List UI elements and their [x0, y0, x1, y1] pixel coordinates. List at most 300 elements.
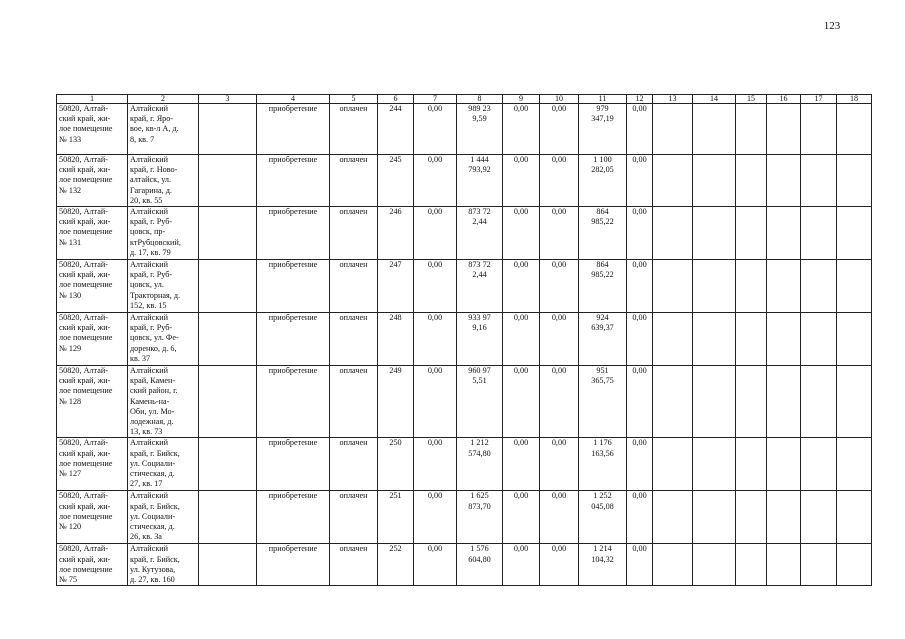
empty-cell	[693, 544, 736, 586]
column-header-4: 4	[257, 95, 330, 104]
cell-line: 13, кв. 73	[130, 427, 163, 437]
cell-line: 152, кв. 15	[130, 300, 167, 310]
cell-line: 864	[596, 260, 609, 270]
cell-line: край, г. Яро-	[130, 114, 174, 124]
empty-cell	[801, 366, 837, 438]
empty-cell	[767, 313, 801, 366]
object-cell	[57, 544, 128, 586]
amount-cell	[579, 544, 627, 586]
empty-cell	[653, 544, 693, 586]
cell-line: д. 27, кв. 160	[130, 575, 175, 585]
empty-cell	[767, 544, 801, 586]
value-cell: 0,00	[627, 313, 653, 366]
cell-line: 933 97	[468, 313, 491, 323]
amount-cell	[579, 104, 627, 155]
value-cell: 0,00	[503, 155, 540, 207]
cell-line: Гагарина, д.	[130, 185, 172, 195]
value-cell: 0,00	[414, 544, 457, 586]
address-cell	[128, 491, 199, 544]
amount-cell	[457, 544, 503, 586]
object-cell	[57, 313, 128, 366]
column-header-6: 6	[378, 95, 414, 104]
cell-line: 104,32	[591, 554, 614, 564]
empty-cell	[801, 313, 837, 366]
value-cell: 0,00	[540, 366, 579, 438]
cell-line: № 75	[59, 575, 78, 585]
amount-cell	[457, 155, 503, 207]
object-cell	[57, 438, 128, 491]
empty-cell	[801, 260, 837, 313]
address-cell	[128, 438, 199, 491]
value-cell: 0,00	[627, 155, 653, 207]
value-cell: 0,00	[540, 155, 579, 207]
empty-cell	[736, 366, 767, 438]
address-cell	[128, 260, 199, 313]
amount-cell	[579, 366, 627, 438]
cell-line: 50820, Алтай-	[59, 207, 108, 217]
cell-line: лодежная, д.	[130, 417, 174, 427]
empty-cell	[767, 155, 801, 207]
empty-cell	[199, 491, 257, 544]
object-cell	[57, 104, 128, 155]
empty-cell	[837, 544, 872, 586]
empty-cell	[736, 491, 767, 544]
cell-line: 50820, Алтай-	[59, 260, 108, 270]
empty-cell	[837, 207, 872, 260]
amount-cell	[579, 207, 627, 260]
empty-cell	[199, 104, 257, 155]
cell-line: 639,37	[591, 323, 614, 333]
cell-line: ский край, жи-	[59, 554, 111, 564]
address-cell	[128, 313, 199, 366]
cell-line: край, г. Бийск,	[130, 501, 180, 511]
cell-line: 27, кв. 17	[130, 479, 163, 489]
value-cell: 0,00	[540, 438, 579, 491]
value-cell: 0,00	[503, 544, 540, 586]
value-cell: 0,00	[414, 260, 457, 313]
cell-line: ский край, жи-	[59, 165, 111, 175]
cell-line: № 128	[59, 396, 82, 406]
value-cell: 0,00	[540, 104, 579, 155]
column-header-15: 15	[736, 95, 767, 104]
empty-cell	[801, 155, 837, 207]
cell-line: 1 100	[593, 155, 612, 164]
empty-cell	[736, 207, 767, 260]
cell-line: 26, кв. 3а	[130, 532, 162, 542]
cell-line: лое помещение	[59, 458, 113, 468]
empty-cell	[653, 207, 693, 260]
basis-cell: приобретение	[257, 260, 330, 313]
column-header-9: 9	[503, 95, 540, 104]
address-cell	[128, 207, 199, 260]
cell-line: край, г. Руб-	[130, 217, 173, 227]
cell-line: 604,80	[468, 554, 491, 564]
amount-cell	[457, 207, 503, 260]
cell-line: 50820, Алтай-	[59, 544, 108, 554]
empty-cell	[199, 260, 257, 313]
cell-line: ул. Социали-	[130, 511, 176, 521]
value-cell: 0,00	[540, 313, 579, 366]
status-cell: оплачен	[330, 544, 378, 586]
cell-line: цовск, ул. Фе-	[130, 333, 179, 343]
cell-line: Алтайский	[130, 104, 169, 113]
empty-cell	[837, 491, 872, 544]
cell-line: 1 252	[593, 491, 612, 501]
cell-line: ский район, г.	[130, 386, 178, 396]
column-header-2: 2	[128, 95, 199, 104]
value-cell: 0,00	[540, 207, 579, 260]
cell-line: лое помещение	[59, 175, 113, 185]
cell-line: ский край, жи-	[59, 270, 111, 280]
value-cell: 0,00	[627, 366, 653, 438]
address-cell	[128, 544, 199, 586]
cell-line: 1 625	[470, 491, 489, 501]
amount-cell	[457, 260, 503, 313]
object-cell	[57, 491, 128, 544]
cell-line: 9,59	[472, 114, 487, 124]
cell-line: 20, кв. 55	[130, 195, 163, 205]
empty-cell	[837, 438, 872, 491]
basis-cell: приобретение	[257, 104, 330, 155]
status-cell: оплачен	[330, 313, 378, 366]
cell-line: ский край, жи-	[59, 114, 111, 124]
basis-cell: приобретение	[257, 366, 330, 438]
cell-line: 2,44	[472, 217, 487, 227]
table-row	[57, 544, 872, 586]
empty-cell	[736, 313, 767, 366]
cell-line: Камень-на-	[130, 396, 170, 406]
cell-line: 1 576	[470, 544, 489, 554]
empty-cell	[801, 207, 837, 260]
value-cell: 0,00	[414, 207, 457, 260]
empty-cell	[837, 366, 872, 438]
cell-line: 979	[596, 104, 609, 113]
empty-cell	[199, 438, 257, 491]
empty-cell	[653, 155, 693, 207]
amount-cell	[579, 438, 627, 491]
cell-line: лое помещение	[59, 280, 113, 290]
value-cell: 0,00	[503, 104, 540, 155]
basis-cell: приобретение	[257, 544, 330, 586]
amount-cell	[457, 366, 503, 438]
empty-cell	[693, 207, 736, 260]
cell-line: лое помещение	[59, 564, 113, 574]
cell-line: № 130	[59, 290, 82, 300]
value-cell: 0,00	[627, 491, 653, 544]
empty-cell	[767, 491, 801, 544]
basis-cell: приобретение	[257, 438, 330, 491]
cell-line: край, г. Ново-	[130, 165, 178, 175]
empty-cell	[653, 104, 693, 155]
address-cell	[128, 155, 199, 207]
number-cell: 249	[378, 366, 414, 438]
empty-cell	[837, 260, 872, 313]
empty-cell	[736, 260, 767, 313]
empty-cell	[653, 491, 693, 544]
cell-line: Тракторная, д.	[130, 290, 181, 300]
table-body	[57, 104, 872, 586]
table-row	[57, 104, 872, 155]
column-header-13: 13	[653, 95, 693, 104]
basis-cell: приобретение	[257, 313, 330, 366]
cell-line: № 132	[59, 185, 82, 195]
column-header-11: 11	[579, 95, 627, 104]
value-cell: 0,00	[503, 491, 540, 544]
column-header-1: 1	[57, 95, 128, 104]
header-row	[57, 95, 872, 104]
cell-line: алтайск, ул.	[130, 175, 172, 185]
cell-line: ул. Кутузова,	[130, 564, 176, 574]
value-cell: 0,00	[414, 104, 457, 155]
page-number: 123	[823, 20, 841, 32]
status-cell: оплачен	[330, 207, 378, 260]
status-cell: оплачен	[330, 366, 378, 438]
cell-line: 1 212	[470, 438, 489, 448]
address-cell	[128, 366, 199, 438]
empty-cell	[837, 313, 872, 366]
column-header-3: 3	[199, 95, 257, 104]
cell-line: 045,08	[591, 501, 614, 511]
empty-cell	[653, 260, 693, 313]
property-register-table	[56, 94, 872, 586]
number-cell: 244	[378, 104, 414, 155]
value-cell: 0,00	[414, 491, 457, 544]
empty-cell	[199, 207, 257, 260]
amount-cell	[457, 491, 503, 544]
value-cell: 0,00	[540, 491, 579, 544]
address-cell	[128, 104, 199, 155]
cell-line: 951	[596, 366, 609, 376]
column-header-5: 5	[330, 95, 378, 104]
empty-cell	[653, 366, 693, 438]
cell-line: 873 72	[468, 260, 491, 270]
object-cell	[57, 207, 128, 260]
cell-line: 50820, Алтай-	[59, 104, 108, 113]
cell-line: № 131	[59, 237, 82, 247]
cell-line: Оби, ул. Мо-	[130, 406, 175, 416]
column-header-16: 16	[767, 95, 801, 104]
object-cell	[57, 155, 128, 207]
status-cell: оплачен	[330, 104, 378, 155]
cell-line: 8, кв. 7	[130, 134, 155, 144]
table-row	[57, 366, 872, 438]
amount-cell	[457, 104, 503, 155]
empty-cell	[693, 104, 736, 155]
number-cell: 248	[378, 313, 414, 366]
value-cell: 0,00	[503, 207, 540, 260]
empty-cell	[767, 104, 801, 155]
cell-line: кв. 37	[130, 353, 151, 363]
empty-cell	[693, 491, 736, 544]
number-cell: 246	[378, 207, 414, 260]
empty-cell	[736, 438, 767, 491]
cell-line: 347,19	[591, 114, 614, 124]
cell-line: д. 17, кв. 79	[130, 247, 171, 257]
cell-line: лое помещение	[59, 386, 113, 396]
cell-line: № 133	[59, 134, 82, 144]
cell-line: № 120	[59, 522, 82, 532]
number-cell: 245	[378, 155, 414, 207]
value-cell: 0,00	[414, 313, 457, 366]
amount-cell	[457, 313, 503, 366]
empty-cell	[837, 104, 872, 155]
cell-line: стическая, д.	[130, 469, 175, 479]
column-header-12: 12	[627, 95, 653, 104]
cell-line: вое, кв-л А, д.	[130, 124, 179, 134]
empty-cell	[801, 104, 837, 155]
column-header-10: 10	[540, 95, 579, 104]
object-cell	[57, 366, 128, 438]
status-cell: оплачен	[330, 260, 378, 313]
cell-line: 960 97	[468, 366, 491, 376]
table-row	[57, 155, 872, 207]
cell-line: 365,75	[591, 376, 614, 386]
column-header-7: 7	[414, 95, 457, 104]
cell-line: 50820, Алтай-	[59, 491, 108, 501]
cell-line: 50820, Алтай-	[59, 366, 108, 376]
cell-line: 50820, Алтай-	[59, 438, 108, 448]
number-cell: 251	[378, 491, 414, 544]
amount-cell	[579, 491, 627, 544]
empty-cell	[736, 104, 767, 155]
empty-cell	[767, 438, 801, 491]
cell-line: 574,80	[468, 448, 491, 458]
basis-cell: приобретение	[257, 491, 330, 544]
empty-cell	[199, 544, 257, 586]
cell-line: лое помещение	[59, 511, 113, 521]
table-row	[57, 491, 872, 544]
value-cell: 0,00	[627, 104, 653, 155]
cell-line: Алтайский	[130, 207, 169, 217]
status-cell: оплачен	[330, 491, 378, 544]
cell-line: 50820, Алтай-	[59, 313, 108, 323]
empty-cell	[653, 313, 693, 366]
cell-line: ктРубцовский,	[130, 237, 181, 247]
cell-line: № 129	[59, 343, 82, 353]
empty-cell	[199, 155, 257, 207]
cell-line: № 127	[59, 469, 82, 479]
cell-line: 989 23	[468, 104, 491, 113]
value-cell: 0,00	[503, 313, 540, 366]
amount-cell	[579, 155, 627, 207]
cell-line: край, г. Руб-	[130, 323, 173, 333]
cell-line: Алтайский	[130, 491, 169, 501]
cell-line: ул. Социали-	[130, 458, 176, 468]
cell-line: край, Камен-	[130, 376, 176, 386]
basis-cell: приобретение	[257, 207, 330, 260]
amount-cell	[579, 313, 627, 366]
cell-line: стическая, д.	[130, 522, 175, 532]
value-cell: 0,00	[627, 260, 653, 313]
cell-line: 163,56	[591, 448, 614, 458]
cell-line: лое помещение	[59, 227, 113, 237]
cell-line: 9,16	[472, 323, 487, 333]
basis-cell: приобретение	[257, 155, 330, 207]
column-header-14: 14	[693, 95, 736, 104]
cell-line: 1 214	[593, 544, 612, 554]
cell-line: 1 176	[593, 438, 612, 448]
empty-cell	[199, 366, 257, 438]
number-cell: 252	[378, 544, 414, 586]
value-cell: 0,00	[414, 155, 457, 207]
amount-cell	[457, 438, 503, 491]
value-cell: 0,00	[414, 366, 457, 438]
status-cell: оплачен	[330, 438, 378, 491]
cell-line: 873,70	[468, 501, 491, 511]
cell-line: 873 72	[468, 207, 491, 217]
cell-line: цовск, ул.	[130, 280, 164, 290]
empty-cell	[693, 438, 736, 491]
cell-line: Алтайский	[130, 544, 169, 554]
empty-cell	[801, 544, 837, 586]
table-row	[57, 207, 872, 260]
cell-line: край, г. Бийск,	[130, 448, 180, 458]
cell-line: лое помещение	[59, 333, 113, 343]
cell-line: 5,51	[472, 376, 487, 386]
cell-line: край, г. Бийск,	[130, 554, 180, 564]
cell-line: 985,22	[591, 217, 614, 227]
cell-line: ский край, жи-	[59, 448, 111, 458]
cell-line: ский край, жи-	[59, 501, 111, 511]
empty-cell	[837, 155, 872, 207]
cell-line: 924	[596, 313, 609, 323]
cell-line: 282,05	[591, 165, 614, 175]
cell-line: 985,22	[591, 270, 614, 280]
cell-line: ский край, жи-	[59, 376, 111, 386]
empty-cell	[199, 313, 257, 366]
table-row	[57, 260, 872, 313]
empty-cell	[736, 544, 767, 586]
cell-line: Алтайский	[130, 438, 169, 448]
empty-cell	[693, 366, 736, 438]
cell-line: ский край, жи-	[59, 217, 111, 227]
column-header-18: 18	[837, 95, 872, 104]
value-cell: 0,00	[503, 438, 540, 491]
empty-cell	[693, 155, 736, 207]
empty-cell	[801, 438, 837, 491]
cell-line: ский край, жи-	[59, 323, 111, 333]
cell-line: доренко, д. 6,	[130, 343, 177, 353]
value-cell: 0,00	[540, 260, 579, 313]
empty-cell	[767, 207, 801, 260]
cell-line: 793,92	[468, 165, 491, 175]
value-cell: 0,00	[627, 438, 653, 491]
value-cell: 0,00	[503, 366, 540, 438]
cell-line: 2,44	[472, 270, 487, 280]
object-cell	[57, 260, 128, 313]
cell-line: Алтайский	[130, 366, 169, 376]
value-cell: 0,00	[627, 207, 653, 260]
empty-cell	[653, 438, 693, 491]
cell-line: лое помещение	[59, 124, 113, 134]
empty-cell	[767, 260, 801, 313]
cell-line: 1 444	[470, 155, 489, 164]
cell-line: 864	[596, 207, 609, 217]
amount-cell	[579, 260, 627, 313]
number-cell: 250	[378, 438, 414, 491]
column-header-17: 17	[801, 95, 837, 104]
number-cell: 247	[378, 260, 414, 313]
cell-line: 50820, Алтай-	[59, 155, 108, 164]
table-row	[57, 438, 872, 491]
cell-line: Алтайский	[130, 155, 169, 164]
column-header-8: 8	[457, 95, 503, 104]
cell-line: Алтайский	[130, 260, 169, 270]
value-cell: 0,00	[540, 544, 579, 586]
empty-cell	[767, 366, 801, 438]
status-cell: оплачен	[330, 155, 378, 207]
cell-line: цовск, пр-	[130, 227, 166, 237]
